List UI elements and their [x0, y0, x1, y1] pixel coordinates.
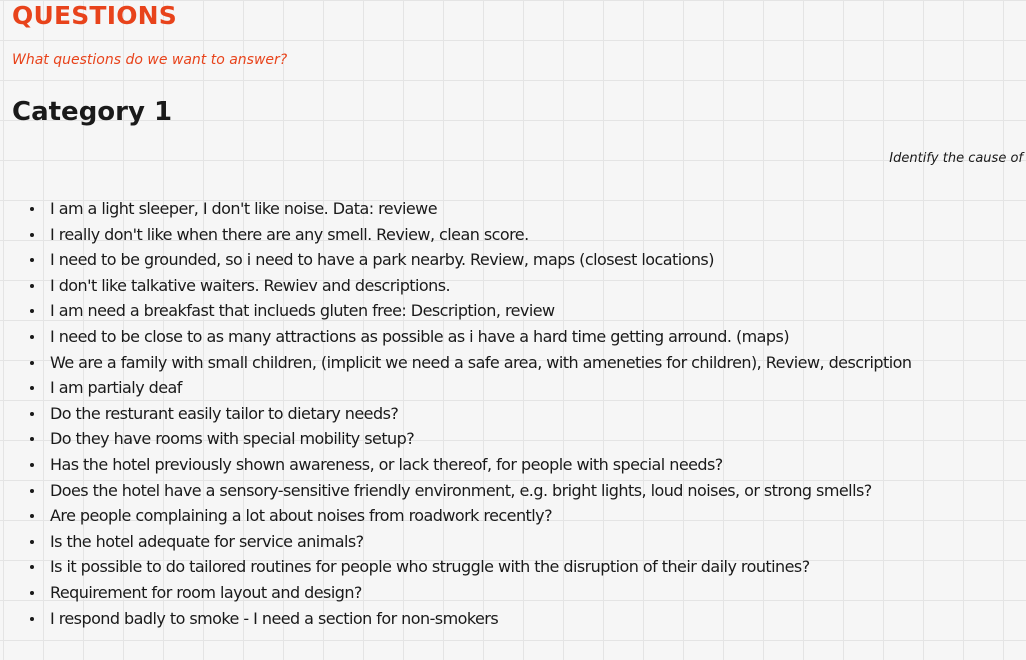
list-item[interactable] [0, 247, 912, 273]
list-item[interactable] [0, 222, 912, 248]
board-title[interactable]: QUESTIONS [12, 1, 177, 30]
bullet-icon [30, 386, 34, 390]
category-heading[interactable]: Category 1 [12, 97, 173, 127]
bullet-icon [30, 309, 34, 313]
bullet-icon [30, 335, 34, 339]
questions-list[interactable] [0, 196, 912, 631]
list-item[interactable] [0, 580, 912, 606]
question-text: Requirement for room layout and design? [50, 582, 362, 602]
bullet-icon [30, 489, 34, 493]
list-item[interactable] [0, 324, 912, 350]
list-item[interactable] [0, 401, 912, 427]
question-text: Does the hotel have a sensory-sensitive friendly environment, e.g. bright lights, loud noises, or strong smells? [50, 480, 872, 500]
question-text: Has the hotel previously shown awareness, or lack thereof, for people with special needs? [50, 454, 723, 474]
bullet-icon [30, 207, 34, 211]
question-text: I need to be grounded, so i need to have a park nearby. Review, maps (closest locations) [50, 250, 714, 270]
list-item[interactable] [0, 452, 912, 478]
question-text: Is it possible to do tailored routines for people who struggle with the disruption of their daily routines? [50, 557, 810, 577]
list-item[interactable] [0, 298, 912, 324]
list-item[interactable] [0, 273, 912, 299]
question-text: I really don't like when there are any smell. Review, clean score. [50, 224, 529, 244]
question-text: We are a family with small children, (implicit we need a safe area, with ameneties for children), Review, description [50, 352, 912, 372]
list-item[interactable] [0, 426, 912, 452]
list-item[interactable] [0, 375, 912, 401]
bullet-icon [30, 233, 34, 237]
list-item[interactable] [0, 529, 912, 555]
bullet-icon [30, 258, 34, 262]
bullet-icon [30, 565, 34, 569]
question-text: I am need a breakfast that inclueds gluten free: Description, review [50, 301, 555, 321]
question-text: I respond badly to smoke - I need a section for non-smokers [50, 608, 499, 628]
list-item[interactable] [0, 554, 912, 580]
note-text[interactable]: Identify the cause of [889, 151, 1023, 166]
list-item[interactable] [0, 196, 912, 222]
bullet-icon [30, 463, 34, 467]
bullet-icon [30, 591, 34, 595]
bullet-icon [30, 540, 34, 544]
bullet-icon [30, 437, 34, 441]
question-text: Is the hotel adequate for service animals? [50, 531, 364, 551]
list-item[interactable] [0, 503, 912, 529]
bullet-icon [30, 514, 34, 518]
bullet-icon [30, 284, 34, 288]
list-item[interactable] [0, 606, 912, 632]
question-text: I need to be close to as many attractions as possible as i have a hard time getting arround. (maps) [50, 326, 790, 346]
bullet-icon [30, 617, 34, 621]
question-text: I am a light sleeper, I don't like noise. Data: reviewe [50, 199, 438, 218]
board-subtitle[interactable]: What questions do we want to answer? [12, 52, 288, 68]
list-item[interactable] [0, 478, 912, 504]
list-item[interactable] [0, 350, 912, 376]
question-text: Are people complaining a lot about noises from roadwork recently? [50, 506, 553, 526]
bullet-icon [30, 361, 34, 365]
question-text: I don't like talkative waiters. Rewiev and descriptions. [50, 275, 451, 295]
bullet-icon [30, 412, 34, 416]
question-text: Do they have rooms with special mobility setup? [50, 429, 415, 449]
question-text: I am partialy deaf [50, 378, 182, 398]
question-text: Do the resturant easily tailor to dietary needs? [50, 403, 399, 423]
